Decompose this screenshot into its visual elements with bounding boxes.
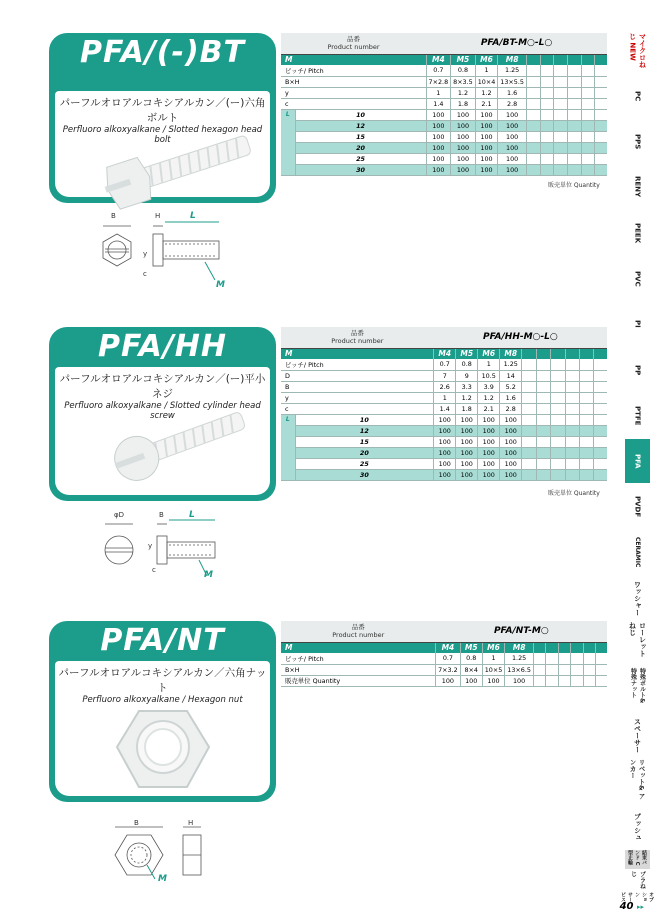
table-row: c 1.4 1.8 2.1 2.8 [281,403,607,414]
sidebar-tab-rivet[interactable]: リベット& アンカー [625,759,650,804]
sidebar-tab-pi[interactable]: PI [625,302,650,347]
product-photo [55,661,270,796]
table-row: B 2.6 3.3 3.9 5.2 [281,381,607,392]
table-row: 販売単位 Quantity 100 100 100 100 [281,675,607,686]
screw-drawing [95,510,235,595]
table-row: 15 100 100 100 100 [281,131,607,142]
sidebar-tab-spacer[interactable]: スペーサー [625,713,650,758]
sidebar-tab-reny[interactable]: RENY [625,165,650,210]
sidebar-tab-pc[interactable]: PC [625,74,650,119]
sidebar-tab-special-bolt[interactable]: 特殊ボルト& 特殊ナット [625,668,650,712]
table-header: M M4 M5 M6 M8 [281,348,607,359]
dim-label: c [152,566,156,574]
dim-label: y [148,542,153,550]
sidebar-tab-plastic-screw[interactable]: プラねじ [625,871,650,891]
page-number: 40 ▸▸ [619,901,644,912]
spec-table-hh [281,327,607,481]
section-panel-nt [49,621,276,802]
sidebar-tab-pvdf[interactable]: PVDF [625,485,650,530]
section-subtitle-jp: パーフルオロアルコキシアルカン／(ー)平小ネジ [59,373,266,400]
table-row: c 1.4 1.8 2.1 2.8 [281,98,607,109]
dim-label: M [158,874,167,884]
product-number-code: PFA/HH-M○-L○ [434,327,607,348]
table-row: 20 100 100 100 100 [281,447,607,458]
sidebar-tab-washer[interactable]: ワッシャー [625,576,650,621]
table-row: D 7 9 10.5 14 [281,370,607,381]
table-row: 12 100 100 100 100 [281,120,607,131]
product-number-code: PFA/BT-M○-L○ [426,33,607,54]
table-header: M M4 M5 M6 M8 [281,54,607,65]
section-subtitle-jp: パーフルオロアルコキシアルカン／(ー)六角ボルト [59,97,266,124]
product-number-label: 品番 Product number [331,329,384,346]
spec-table-bt [281,33,607,176]
quantity-note: 販売単位 Quantity [548,490,600,497]
section-title: PFA/NT [100,623,225,658]
table-row: 30 100 100 100 100 [281,469,607,480]
dim-label: φD [114,511,125,519]
table-row: 30 100 100 100 100 [281,164,607,175]
dim-label: y [143,250,148,258]
section-subtitle-jp: パーフルオロアルコキシアルカン／六角ナット [58,667,267,694]
spec-table-nt [281,621,607,687]
product-photo [55,91,270,197]
table-row: 25 100 100 100 100 [281,153,607,164]
sidebar-tab-pp[interactable]: PP [625,348,650,393]
dim-label: M [204,570,213,580]
sidebar-tab-micro-screw[interactable]: マイクロねじ NEW [625,33,650,73]
sidebar-tab-pvc[interactable]: PVC [625,257,650,301]
table-row: 15 100 100 100 100 [281,436,607,447]
table-row: B×H 7×3.2 8×4 10×5 13×6.5 [281,664,607,675]
table-row: y 1 1.2 1.2 1.6 [281,87,607,98]
table-row: ピッチ/ Pitch 0.7 0.8 1 1.25 [281,653,607,664]
section-panel-bt [49,33,276,203]
table-row: ピッチ/ Pitch 0.7 0.8 1 1.25 [281,65,607,76]
sidebar-tab-knurled-screw[interactable]: ローレット ねじ [625,622,650,667]
table-row: B×H 7×2.8 8×3.5 10×4 13×5.5 [281,76,607,87]
dim-label: L [189,510,195,520]
sidebar-tab-bush[interactable]: ブッシュ [625,805,650,849]
section-panel-hh [49,327,276,501]
dim-label: B [134,819,139,827]
product-number-label: 品番 Product number [332,623,385,640]
product-number-code: PFA/NT-M○ [436,621,607,642]
dim-label: L [190,211,196,221]
dim-label: H [188,819,194,827]
product-photo [55,367,270,495]
section-title: PFA/(-)BT [80,35,245,70]
nut-image [55,691,270,803]
section-subtitle-en: Perfluoro alkoxyalkane / Hexagon nut [82,695,243,705]
sidebar-tab-ceramic[interactable]: CERAMIC [625,531,650,575]
dim-label: B [159,511,164,519]
section-subtitle-en: Perfluoro alkoxyalkane / Slotted cylinder head screw [64,401,261,421]
sidebar-tab-peek[interactable]: PEEK [625,211,650,256]
quantity-note: 販売単位 Quantity [548,182,600,189]
table-row: 12 100 100 100 100 [281,425,607,436]
bolt-drawing [95,212,235,297]
bolt-image [55,125,270,225]
dim-label: M [216,280,225,290]
sidebar-tab-pps[interactable]: PPS [625,120,650,164]
screw-image [55,401,270,501]
sidebar-tab-cable-tie[interactable]: 結束バンド C型止輪 [625,850,650,870]
dim-label: H [155,212,161,220]
table-row: 20 100 100 100 100 [281,142,607,153]
table-row: 25 100 100 100 100 [281,458,607,469]
sidebar-tab-pfa[interactable]: PFA [625,439,650,484]
table-row: y 1 1.2 1.2 1.6 [281,392,607,403]
table-row: ピッチ/ Pitch 0.7 0.8 1 1.25 [281,359,607,370]
table-row: L 10 100 100 100 100 [281,414,607,425]
table-row: L 10 100 100 100 100 [281,109,607,120]
sidebar-tab-ptfe[interactable]: PTFE [625,394,650,438]
sidebar-tab-option[interactable]: オプション サービス [620,892,654,902]
dim-label: B [111,212,116,220]
section-subtitle-en: Perfluoro alkoxyalkane / Slotted hexagon head bolt [62,125,263,145]
section-title: PFA/HH [97,329,227,364]
product-number-label: 品番 Product number [327,35,380,52]
table-header: M M4 M5 M6 M8 [281,642,607,653]
dim-label: c [143,270,147,278]
